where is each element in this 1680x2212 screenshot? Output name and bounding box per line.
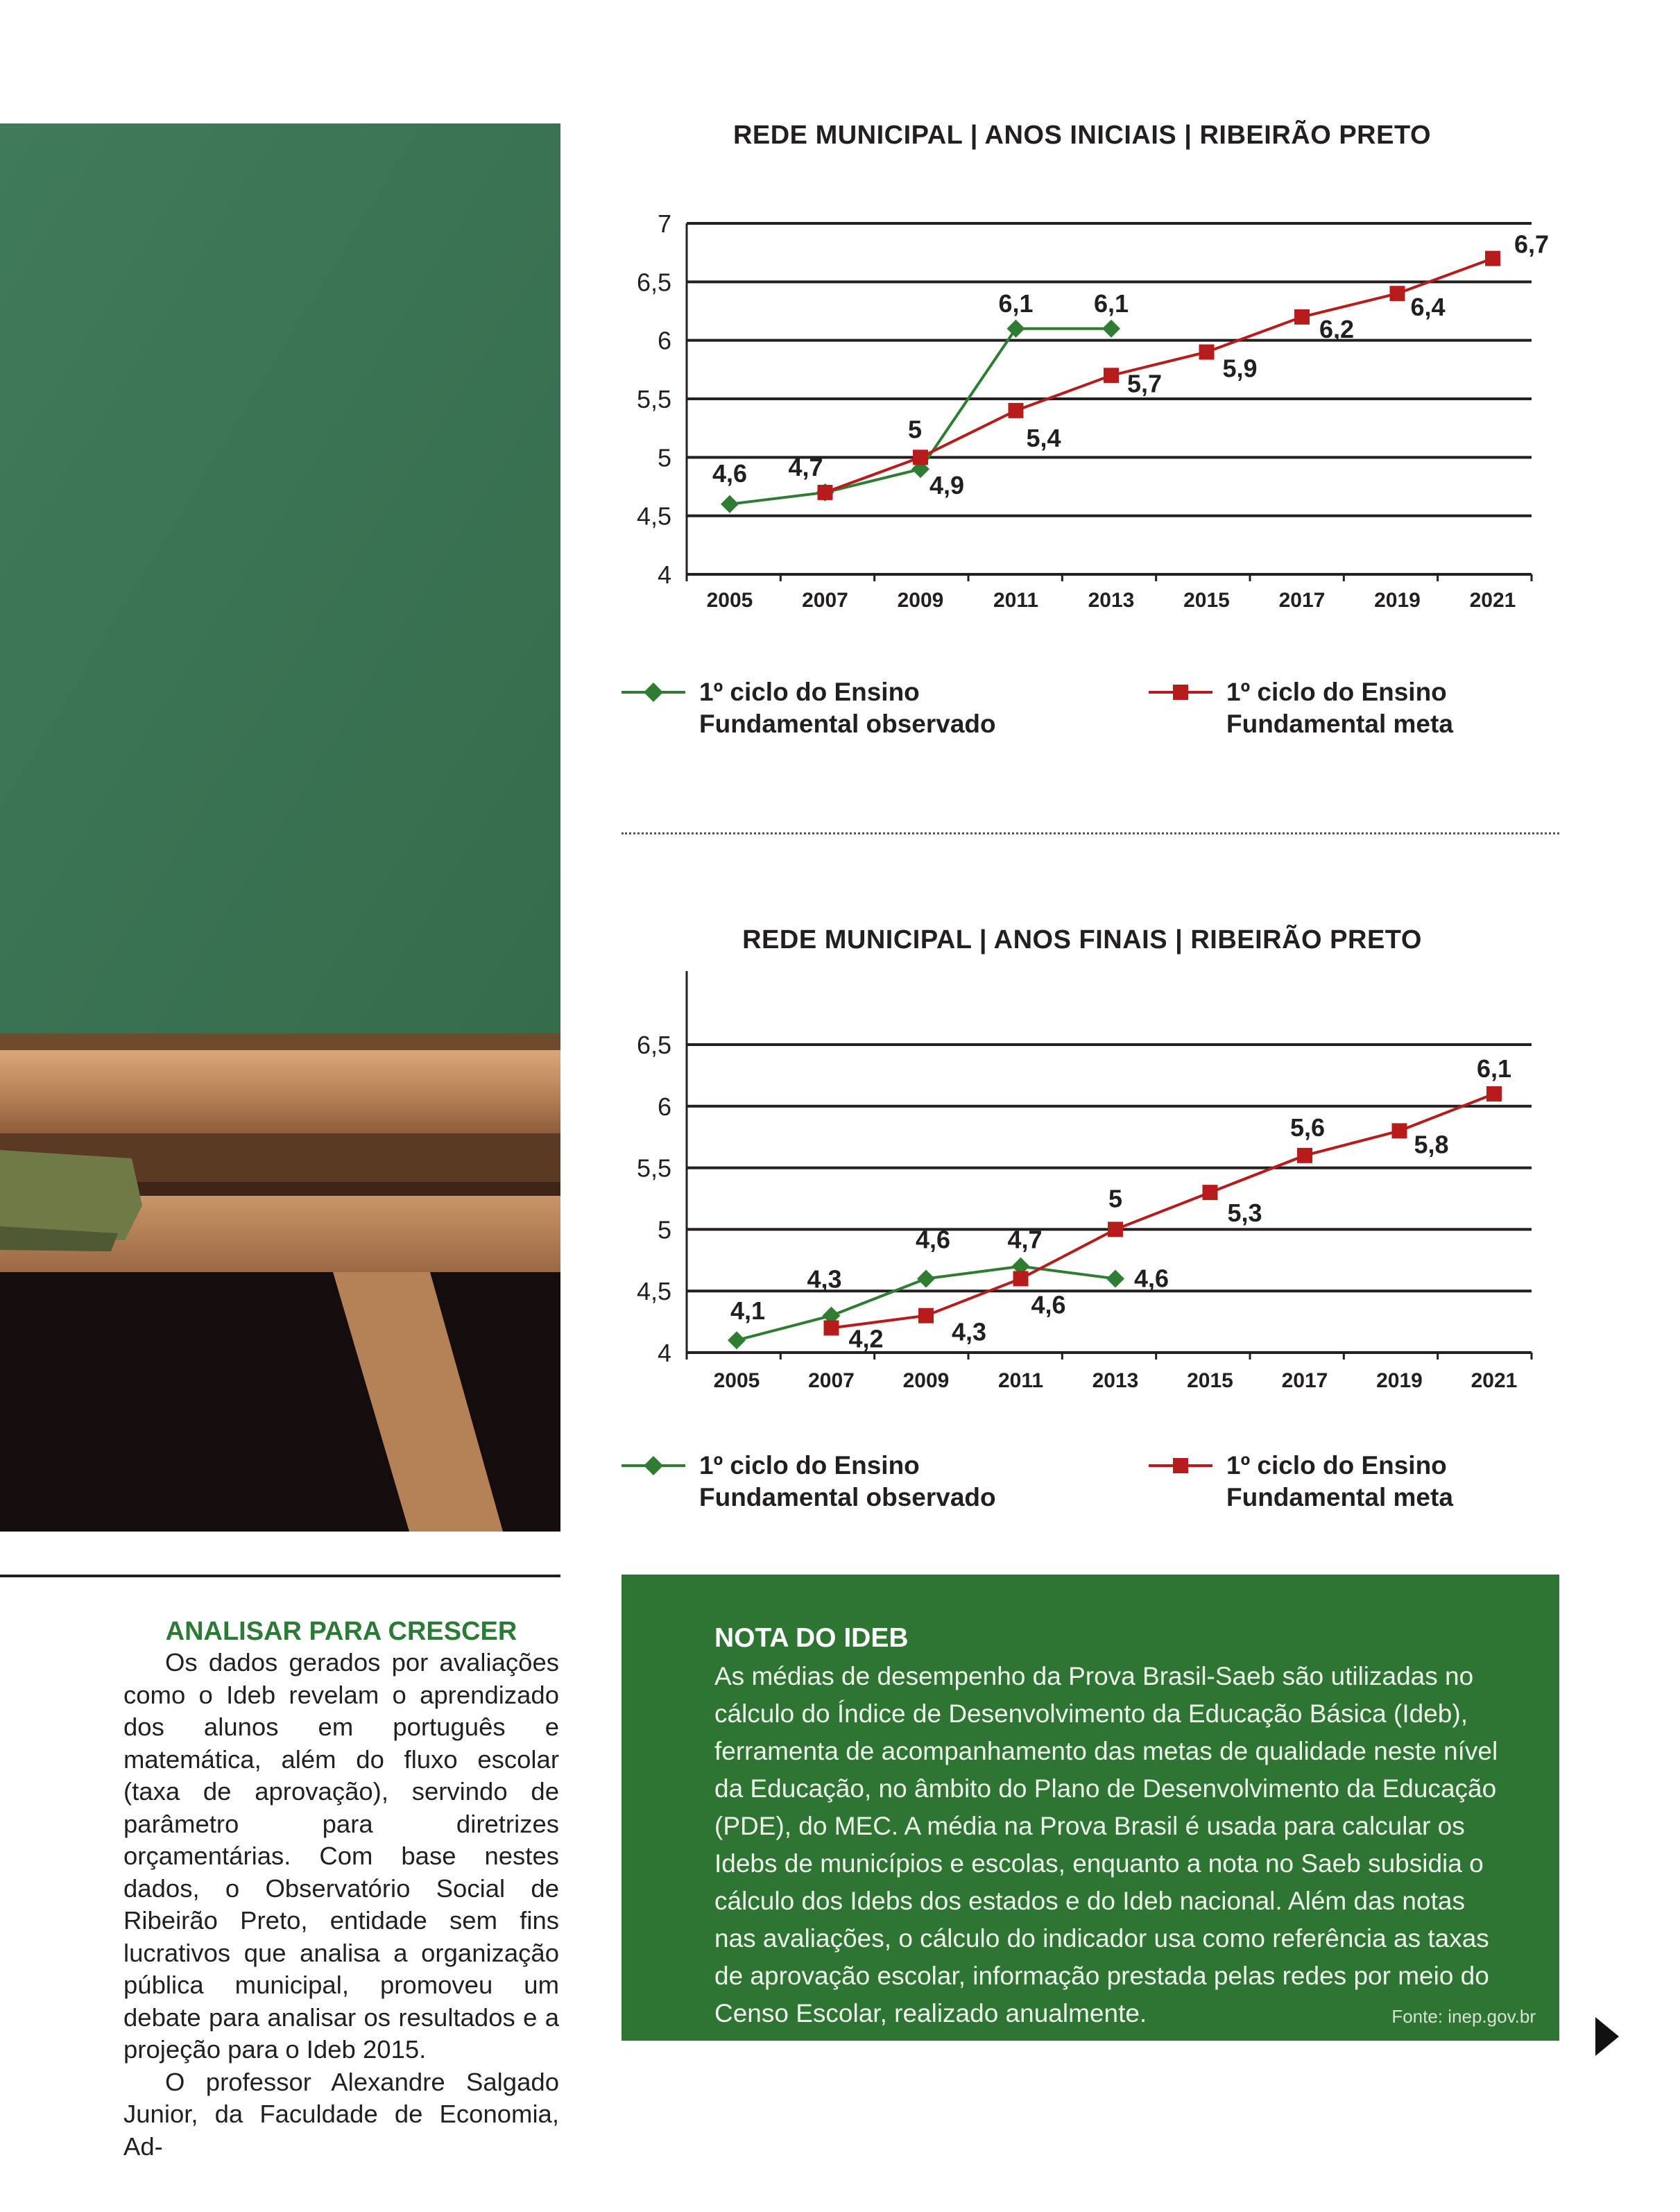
data-point-target bbox=[818, 485, 833, 500]
legend-target-line1: 1º ciclo do Ensino bbox=[1226, 678, 1447, 706]
data-point-observed bbox=[728, 1331, 746, 1349]
data-point-observed bbox=[1102, 320, 1120, 338]
x-tick-label: 2007 bbox=[808, 1369, 855, 1392]
data-point-target bbox=[1390, 286, 1405, 301]
y-tick-label: 6,5 bbox=[636, 1031, 671, 1059]
y-tick-label: 5,5 bbox=[636, 385, 671, 413]
data-point-target bbox=[1294, 309, 1310, 325]
data-label: 4,1 bbox=[730, 1296, 766, 1326]
data-point-target bbox=[1203, 1185, 1218, 1200]
x-tick-label: 2005 bbox=[713, 1369, 760, 1392]
data-point-observed bbox=[917, 1269, 935, 1287]
legend-target bbox=[1149, 1450, 1453, 1514]
data-label: 6,2 bbox=[1319, 314, 1355, 343]
nota-do-ideb-box bbox=[622, 1575, 1559, 2041]
x-tick-label: 2019 bbox=[1374, 589, 1421, 612]
y-tick-label: 4,5 bbox=[636, 501, 671, 531]
chart-anos-finais bbox=[583, 916, 1582, 1526]
data-label: 6,4 bbox=[1410, 293, 1446, 322]
data-point-target bbox=[918, 1308, 934, 1323]
y-tick-label: 6 bbox=[657, 326, 671, 355]
x-tick-label: 2015 bbox=[1187, 1369, 1233, 1392]
x-tick-label: 2013 bbox=[1088, 589, 1135, 612]
x-tick-label: 2011 bbox=[997, 1369, 1044, 1392]
data-point-observed bbox=[1007, 320, 1025, 338]
legend-observed-line2: Fundamental observado bbox=[699, 1483, 996, 1511]
x-tick-label: 2007 bbox=[802, 589, 848, 612]
chart-title: REDE MUNICIPAL | ANOS FINAIS | RIBEIRÃO PRETO bbox=[742, 925, 1422, 954]
article-top-rule bbox=[0, 1575, 560, 1577]
data-label: 4,9 bbox=[929, 471, 965, 500]
line-chart-anos-finais bbox=[583, 916, 1582, 1422]
x-tick-label: 2005 bbox=[706, 589, 753, 612]
data-point-target bbox=[1297, 1148, 1312, 1163]
y-tick-label: 7 bbox=[657, 209, 671, 238]
data-label: 5 bbox=[1108, 1184, 1123, 1213]
data-point-target bbox=[1485, 251, 1500, 266]
data-point-target bbox=[913, 449, 928, 465]
legend-observed-line1: 1º ciclo do Ensino bbox=[699, 678, 920, 706]
x-tick-label: 2021 bbox=[1471, 1369, 1518, 1392]
data-point-target bbox=[1392, 1123, 1407, 1138]
chalkboard-photo bbox=[0, 123, 560, 1532]
data-label: 6,1 bbox=[1093, 289, 1129, 318]
legend-observed-line2: Fundamental observado bbox=[699, 710, 996, 738]
box-body: As médias de desempenho da Prova Brasil-Saeb são utilizadas no cálculo do Índice de Desenvolvimento da Educação Básica (Ideb), ferramenta de acompanhamento das metas de qualidade neste nível da Educação, no âmbito do Plano de Desenvolvimento da Educação (PDE), do MEC. A média na Prova Brasil é usada para calcular os Idebs de municípios e escolas, enquanto a nota no Saeb subsidia o cálculo dos Idebs dos estados e do Ideb nacional. Além das notas nas avaliações, o cálculo do indicador usa como referência as taxas de aprovação escolar, informação prestada pelas redes por meio do Censo Escolar, realizado anualmente. bbox=[714, 1662, 1498, 2027]
data-point-target bbox=[1108, 1221, 1123, 1237]
data-label: 5,9 bbox=[1222, 354, 1258, 383]
legend-target bbox=[1149, 676, 1453, 740]
x-tick-label: 2015 bbox=[1183, 589, 1230, 612]
box-source: Fonte: inep.gov.br bbox=[1391, 2006, 1536, 2027]
x-tick-label: 2021 bbox=[1469, 589, 1516, 612]
article-paragraph: O professor Alexandre Salgado Junior, da Faculdade de Economia, Ad- bbox=[123, 2067, 559, 2161]
data-label: 6,1 bbox=[998, 289, 1034, 318]
data-label: 4,7 bbox=[1007, 1225, 1043, 1254]
data-label: 4,7 bbox=[788, 452, 823, 481]
data-label: 5,3 bbox=[1227, 1199, 1262, 1228]
data-label: 6,1 bbox=[1476, 1054, 1512, 1083]
y-tick-label: 5 bbox=[657, 1215, 671, 1244]
data-label: 5,7 bbox=[1126, 369, 1163, 398]
y-tick-label: 5,5 bbox=[636, 1154, 671, 1183]
x-tick-label: 2011 bbox=[993, 589, 1039, 612]
legend-observed bbox=[622, 1450, 996, 1514]
chalkboard-image bbox=[0, 123, 560, 1532]
legend-target-line2: Fundamental meta bbox=[1226, 710, 1453, 738]
data-point-target bbox=[824, 1320, 839, 1335]
x-tick-label: 2013 bbox=[1092, 1369, 1139, 1392]
x-tick-label: 2009 bbox=[902, 1369, 950, 1392]
data-label: 4,6 bbox=[712, 458, 748, 488]
data-label: 4,3 bbox=[951, 1317, 987, 1346]
data-label: 4,6 bbox=[915, 1225, 951, 1254]
line-chart-anos-iniciais bbox=[583, 111, 1582, 638]
article-column bbox=[123, 1616, 559, 2163]
section-divider bbox=[622, 832, 1559, 834]
data-point-observed bbox=[1106, 1269, 1124, 1287]
data-label: 4,3 bbox=[807, 1264, 842, 1294]
data-label: 4,6 bbox=[1031, 1290, 1066, 1319]
data-label: 5,6 bbox=[1289, 1113, 1326, 1142]
x-tick-label: 2009 bbox=[897, 589, 944, 612]
y-tick-label: 4,5 bbox=[636, 1277, 671, 1306]
y-tick-label: 5 bbox=[657, 443, 671, 472]
data-point-target bbox=[1013, 1271, 1029, 1286]
data-label: 5,4 bbox=[1026, 423, 1061, 452]
y-tick-label: 6,5 bbox=[636, 268, 671, 297]
y-tick-label: 6 bbox=[657, 1092, 671, 1121]
data-label: 4,2 bbox=[848, 1324, 884, 1353]
x-tick-label: 2017 bbox=[1278, 589, 1326, 612]
data-point-target bbox=[1486, 1086, 1502, 1101]
data-point-target bbox=[1104, 368, 1119, 383]
legend-observed-line1: 1º ciclo do Ensino bbox=[699, 1451, 920, 1480]
legend-observed bbox=[622, 676, 996, 740]
data-point-target bbox=[1009, 403, 1024, 418]
legend-observed-marker bbox=[622, 1450, 685, 1482]
x-tick-label: 2017 bbox=[1281, 1369, 1328, 1392]
article-heading: ANALISAR PARA CRESCER bbox=[165, 1617, 517, 1646]
legend-target-line1: 1º ciclo do Ensino bbox=[1226, 1451, 1447, 1480]
data-point-observed bbox=[721, 495, 739, 513]
chart-title: REDE MUNICIPAL | ANOS INICIAIS | RIBEIRÃO PRETO bbox=[732, 121, 1432, 150]
y-tick-label: 4 bbox=[657, 1339, 671, 1367]
data-label: 6,7 bbox=[1514, 230, 1550, 259]
y-tick-label: 4 bbox=[657, 560, 671, 589]
next-page-arrow-icon[interactable] bbox=[1595, 2017, 1619, 2056]
article-paragraph: Os dados gerados por avaliações como o Ideb revelam o aprendizado dos alunos em português e matemática, além do fluxo escolar (taxa de aprovação), servindo de parâmetro para diretrizes orçamentárias. Com base nestes dados, o Observatório Social de Ribeirão Preto, entidade sem fins lucrativos que analisa a organização pública municipal, promoveu um debate para analisar os resultados e a projeção para o Ideb 2015. bbox=[123, 1648, 559, 2064]
legend-target-marker bbox=[1149, 676, 1212, 708]
x-tick-label: 2019 bbox=[1376, 1369, 1423, 1392]
data-label: 5 bbox=[907, 415, 923, 444]
data-label: 5,8 bbox=[1414, 1130, 1449, 1159]
box-title: NOTA DO IDEB bbox=[714, 1623, 909, 1653]
legend-target-line2: Fundamental meta bbox=[1226, 1483, 1453, 1511]
legend-target-marker bbox=[1149, 1450, 1212, 1482]
chart-anos-iniciais bbox=[583, 111, 1582, 749]
data-label: 4,6 bbox=[1133, 1264, 1169, 1293]
legend-observed-marker bbox=[622, 676, 685, 708]
data-point-target bbox=[1199, 345, 1215, 360]
